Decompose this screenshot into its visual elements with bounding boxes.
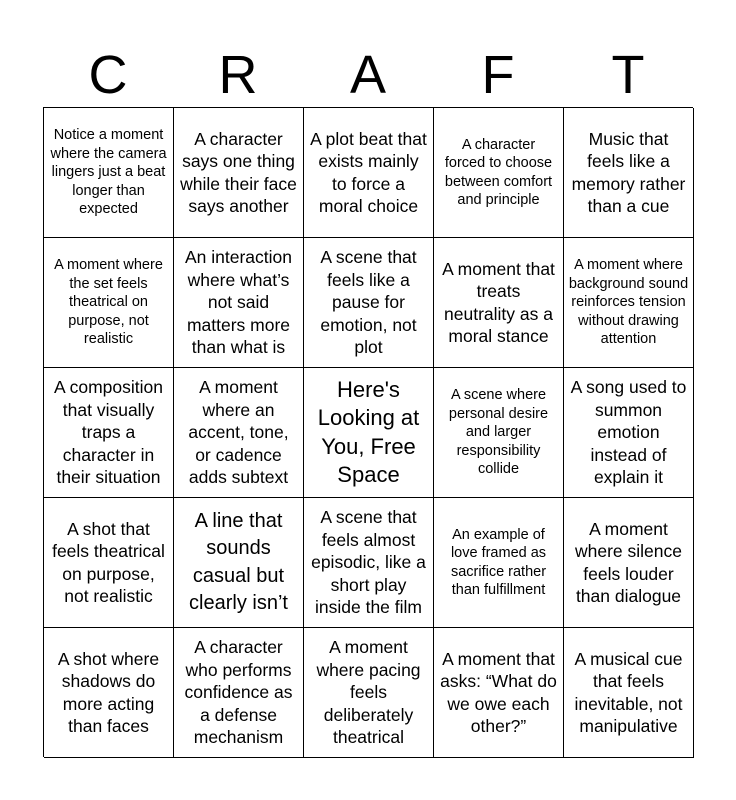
cell-text: A moment where pacing feels deliberately theatrical [316,637,421,748]
cell-text: A moment that treats neutrality as a moral stance [442,258,555,346]
bingo-cell[interactable] [304,628,434,758]
cell-text: A line that sounds casual but clearly isn’t [189,509,288,614]
bingo-cell[interactable] [564,498,694,628]
cell-text: A shot where shadows do more acting than faces [57,648,160,736]
header-letter-f: F [481,45,515,105]
bingo-cell[interactable] [434,238,564,368]
bingo-cell[interactable] [304,238,434,368]
bingo-cell[interactable] [174,238,304,368]
cell-text: A musical cue that feels inevitable, not manipulative [574,648,683,736]
cell-text: A character says one thing while their face says another [180,128,297,216]
bingo-cell[interactable] [564,108,694,238]
cell-text: A moment where the set feels theatrical on purpose, not realistic [54,257,163,348]
bingo-cell[interactable] [564,628,694,758]
cell-text: A moment where an accent, tone, or cadence adds subtext [188,377,289,488]
cell-text: An interaction where what’s not said matters more than what is [184,247,292,358]
cell-text: A scene that feels almost episodic, like a short play inside the film [311,507,426,618]
bingo-cell[interactable] [44,368,174,498]
cell-text: A moment where background sound reinforces tension without drawing attention [568,257,689,348]
bingo-cell[interactable] [564,368,694,498]
bingo-cell[interactable] [174,108,304,238]
header-letter-c: C [88,45,128,105]
bingo-cell[interactable] [44,108,174,238]
bingo-cell[interactable] [44,238,174,368]
cell-text: Notice a moment where the camera lingers just a beat longer than expected [50,127,167,218]
cell-text: A plot beat that exists mainly to force a moral choice [310,128,427,216]
free-space-text: Here's Looking at You, Free Space [317,376,420,487]
bingo-cell[interactable] [174,628,304,758]
free-space-cell[interactable] [304,368,434,498]
cell-text: A moment that asks: “What do we owe each other?” [440,648,557,736]
cell-text: A scene that feels like a pause for emotion, not plot [320,247,417,358]
cell-text: A composition that visually traps a character in their situation [54,377,163,488]
bingo-cell[interactable] [564,238,694,368]
bingo-header [43,44,693,106]
bingo-cell[interactable] [44,628,174,758]
header-letter-a: A [349,45,387,105]
bingo-cell[interactable] [304,498,434,628]
cell-text: A song used to summon emotion instead of explain it [570,377,687,488]
cell-text: Music that feels like a memory rather than a cue [571,128,686,216]
header-letter-r: R [218,45,258,105]
bingo-cell[interactable] [174,368,304,498]
header-letter-t: T [611,45,645,105]
bingo-cell[interactable] [44,498,174,628]
bingo-cell[interactable] [434,498,564,628]
cell-text: A character forced to choose between comfort and principle [444,136,553,208]
bingo-cell[interactable] [434,368,564,498]
bingo-cell[interactable] [434,108,564,238]
bingo-board [43,107,693,757]
cell-text: An example of love framed as sacrifice rather than fulfillment [450,526,547,598]
bingo-cell[interactable] [434,628,564,758]
cell-text: A scene where personal desire and larger responsibility collide [448,387,549,478]
bingo-cell[interactable] [174,498,304,628]
cell-text: A character who performs confidence as a defense mechanism [184,637,293,748]
cell-text: A moment where silence feels louder than dialogue [575,518,682,606]
bingo-cell[interactable] [304,108,434,238]
cell-text: A shot that feels theatrical on purpose, not realistic [52,518,165,606]
